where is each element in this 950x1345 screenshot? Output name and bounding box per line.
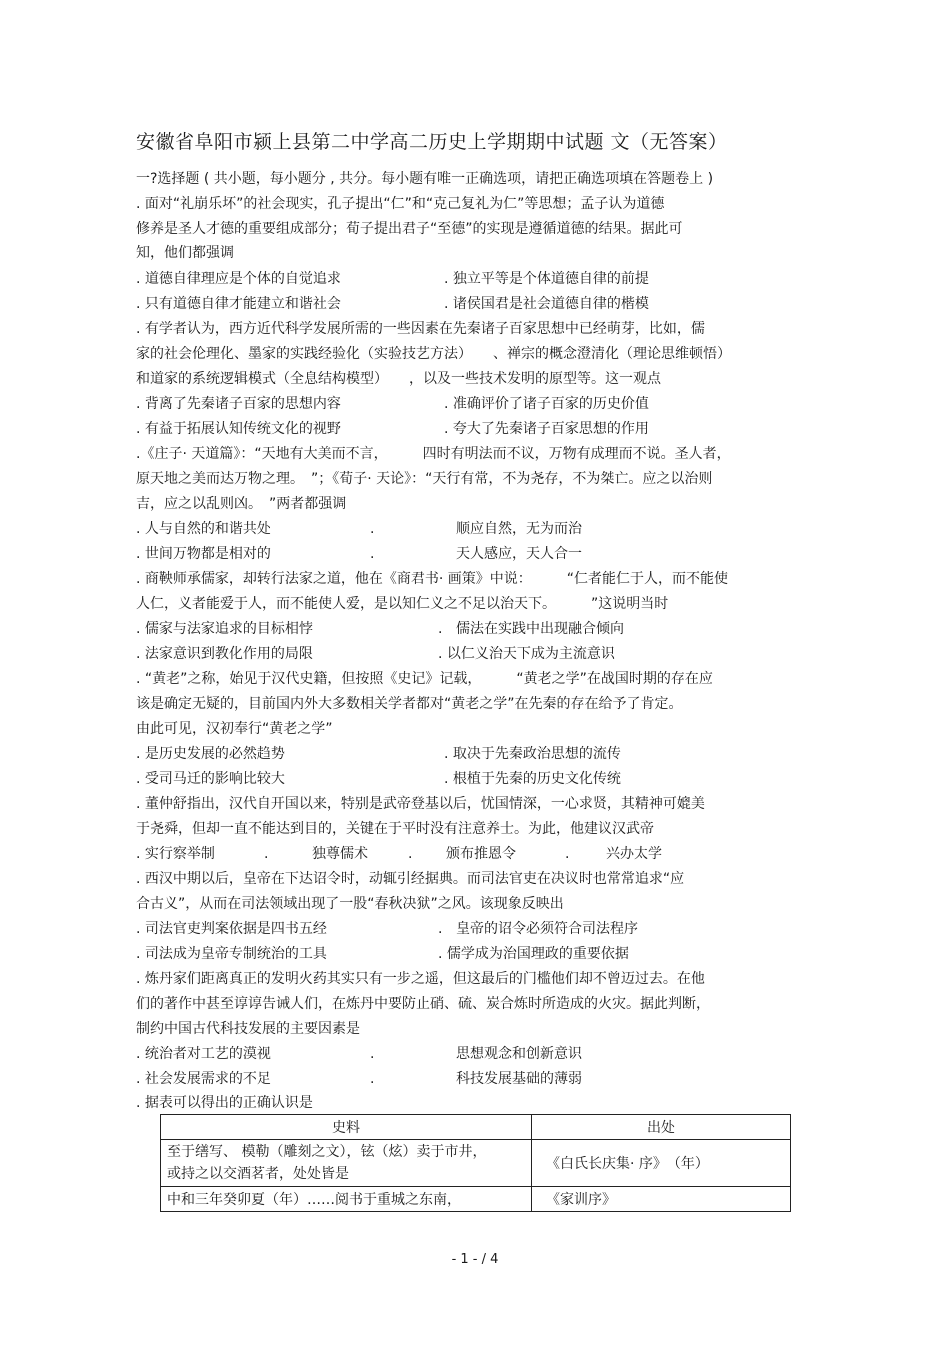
column-header: 史料 [161, 1115, 532, 1140]
text-line: 家的社会伦理化、墨家的实践经验化（实验技艺方法） 、禅宗的概念澄清化（理论思维顿悟） [136, 346, 731, 362]
option: . 取决于先秦政治思想的流传 [444, 746, 621, 762]
option-marker: . [565, 846, 570, 862]
text-line: . 商鞅师承儒家，却转行法家之道，他在《商君书· 画策》中说： “仁者能仁于人，而不能使 [136, 571, 729, 587]
text-line: 制约中国古代科技发展的主要因素是 [136, 1021, 360, 1037]
cell-line: 或持之以交酒茗者，处处皆是 [167, 1166, 349, 1182]
option: . 准确评价了诸子百家的历史价值 [444, 396, 649, 412]
option-marker: . [370, 1071, 375, 1087]
option: . 是历史发展的必然趋势 [136, 746, 285, 762]
option: 思想观念和创新意识 [456, 1046, 582, 1062]
option: 天人感应，天人合一 [456, 546, 582, 562]
option: . 实行察举制 [136, 846, 215, 862]
option: . 人与自然的和谐共处 [136, 521, 271, 537]
option: . 法家意识到教化作用的局限 [136, 646, 313, 662]
text-line: . 面对“礼崩乐坏”的社会现实，孔子提出“仁”和“克己复礼为仁”等思想；孟子认为道德 [136, 196, 665, 212]
option: . 儒学成为治国理政的重要依据 [438, 946, 629, 962]
text-line: 们的著作中甚至谆谆告诫人们，在炼丹中要防止硝、硫、炭合炼时所造成的火灾。据此判断， [136, 996, 710, 1012]
option: 颁布推恩令 [446, 846, 516, 862]
option: . 夸大了先秦诸子百家思想的作用 [444, 421, 649, 437]
text-line: 知，他们都强调 [136, 245, 234, 261]
option: 兴办太学 [606, 846, 662, 862]
table-row [161, 1140, 791, 1187]
page-title: 安徽省阜阳市颍上县第二中学高二历史上学期期中试题 文（无答案） [136, 131, 728, 153]
page-number: - 1 - / 4 [451, 1252, 499, 1267]
text-line: 人仁，义者能爱于人，而不能使人爱，是以知仁义之不足以治天下。 ”这说明当时 [136, 596, 669, 612]
option: . 儒家与法家追求的目标相悖 [136, 621, 313, 637]
option: . 道德自律理应是个体的自觉追求 [136, 271, 341, 287]
text-line: 于尧舜，但却一直不能达到目的，关键在于平时没有注意养士。为此，他建议汉武帝 [136, 821, 654, 837]
option: 独尊儒术 [312, 846, 368, 862]
option-marker: . [370, 521, 375, 537]
text-line: 修养是圣人才德的重要组成部分；荀子提出君子“至德”的实现是遵循道德的结果。据此可 [136, 221, 683, 237]
table-cell [161, 1140, 532, 1187]
option: . 司法成为皇帝专制统治的工具 [136, 946, 327, 962]
text-line: . 有学者认为，西方近代科学发展所需的一些因素在先秦诸子百家思想中已经萌芽，比如，儒 [136, 321, 705, 337]
section-header: 一?选择题 ( 共小题，每小题分 , 共分。每小题有唯一正确选项，请把正确选项填在答题卷上 ) [136, 171, 714, 187]
text-line: .《庄子· 天道篇》：“天地有大美而不言， 四时有明法而不议，万物有成理而不说。圣人者， [136, 446, 731, 462]
column-header: 出处 [532, 1115, 791, 1140]
table-header-row [161, 1115, 791, 1140]
text-line: . 据表可以得出的正确认识是 [136, 1095, 313, 1111]
cell-line: 至于缮写、 模勒（雕刻之文），铉（炫）卖于市井， [167, 1144, 487, 1160]
option: . 根植于先秦的历史文化传统 [444, 771, 621, 787]
option: . 社会发展需求的不足 [136, 1071, 271, 1087]
table-cell: 《白氏长庆集· 序》 （年） [532, 1140, 791, 1187]
table-cell: 《家训序》 [532, 1187, 791, 1212]
option: . 世间万物都是相对的 [136, 546, 271, 562]
text-line: 该是确定无疑的，目前国内外大多数相关学者都对“黄老之学”在先秦的存在给予了肯定。 [136, 696, 683, 712]
source-table [160, 1114, 791, 1212]
text-line: 由此可见，汉初奉行“黄老之学” [136, 721, 333, 737]
table-cell: 中和三年癸卯夏（年）……阅书于重城之东南， [161, 1187, 532, 1212]
text-line: . “黄老”之称，始见于汉代史籍，但按照《史记》记载， “黄老之学”在战国时期的存在应 [136, 671, 713, 687]
option: 儒法在实践中出现融合倾向 [456, 621, 624, 637]
text-line: . 董仲舒指出，汉代自开国以来，特别是武帝登基以后，忧国情深，一心求贤，其精神可媲美 [136, 796, 705, 812]
option-marker: . [264, 846, 269, 862]
text-line: 吉，应之以乱则凶。 ”两者都强调 [136, 496, 347, 512]
option: 科技发展基础的薄弱 [456, 1071, 582, 1087]
option: . 独立平等是个体道德自律的前提 [444, 271, 649, 287]
text-line: 原天地之美而达万物之理。 ”；《荀子· 天论》：“天行有常，不为尧存，不为桀亡。应之以治则 [136, 471, 713, 487]
option-marker: . [370, 546, 375, 562]
option: . 背离了先秦诸子百家的思想内容 [136, 396, 341, 412]
option-marker: . [438, 921, 443, 937]
option: . 有益于拓展认知传统文化的视野 [136, 421, 341, 437]
text-line: 和道家的系统逻辑模式（全息结构模型） ，以及一些技术发明的原型等。这一观点 [136, 371, 661, 387]
table-row [161, 1187, 791, 1212]
option: . 司法官吏判案依据是四书五经 [136, 921, 327, 937]
option: . 只有道德自律才能建立和谐社会 [136, 296, 341, 312]
option-marker: . [408, 846, 413, 862]
option: . 受司马迁的影响比较大 [136, 771, 285, 787]
option-marker: . [438, 621, 443, 637]
option-marker: . [370, 1046, 375, 1062]
option: 皇帝的诏令必须符合司法程序 [456, 921, 638, 937]
text-line: . 炼丹家们距离真正的发明火药其实只有一步之遥，但这最后的门槛他们却不曾迈过去。在他 [136, 971, 705, 987]
text-line: 合古义”，从而在司法领域出现了一股“春秋决狱”之风。该现象反映出 [136, 896, 564, 912]
option: . 以仁义治天下成为主流意识 [438, 646, 615, 662]
option: 顺应自然，无为而治 [456, 521, 582, 537]
option: . 诸侯国君是社会道德自律的楷模 [444, 296, 649, 312]
text-line: . 西汉中期以后，皇帝在下达诏令时，动辄引经据典。而司法官吏在决议时也常常追求“应 [136, 871, 685, 887]
option: . 统治者对工艺的漠视 [136, 1046, 271, 1062]
